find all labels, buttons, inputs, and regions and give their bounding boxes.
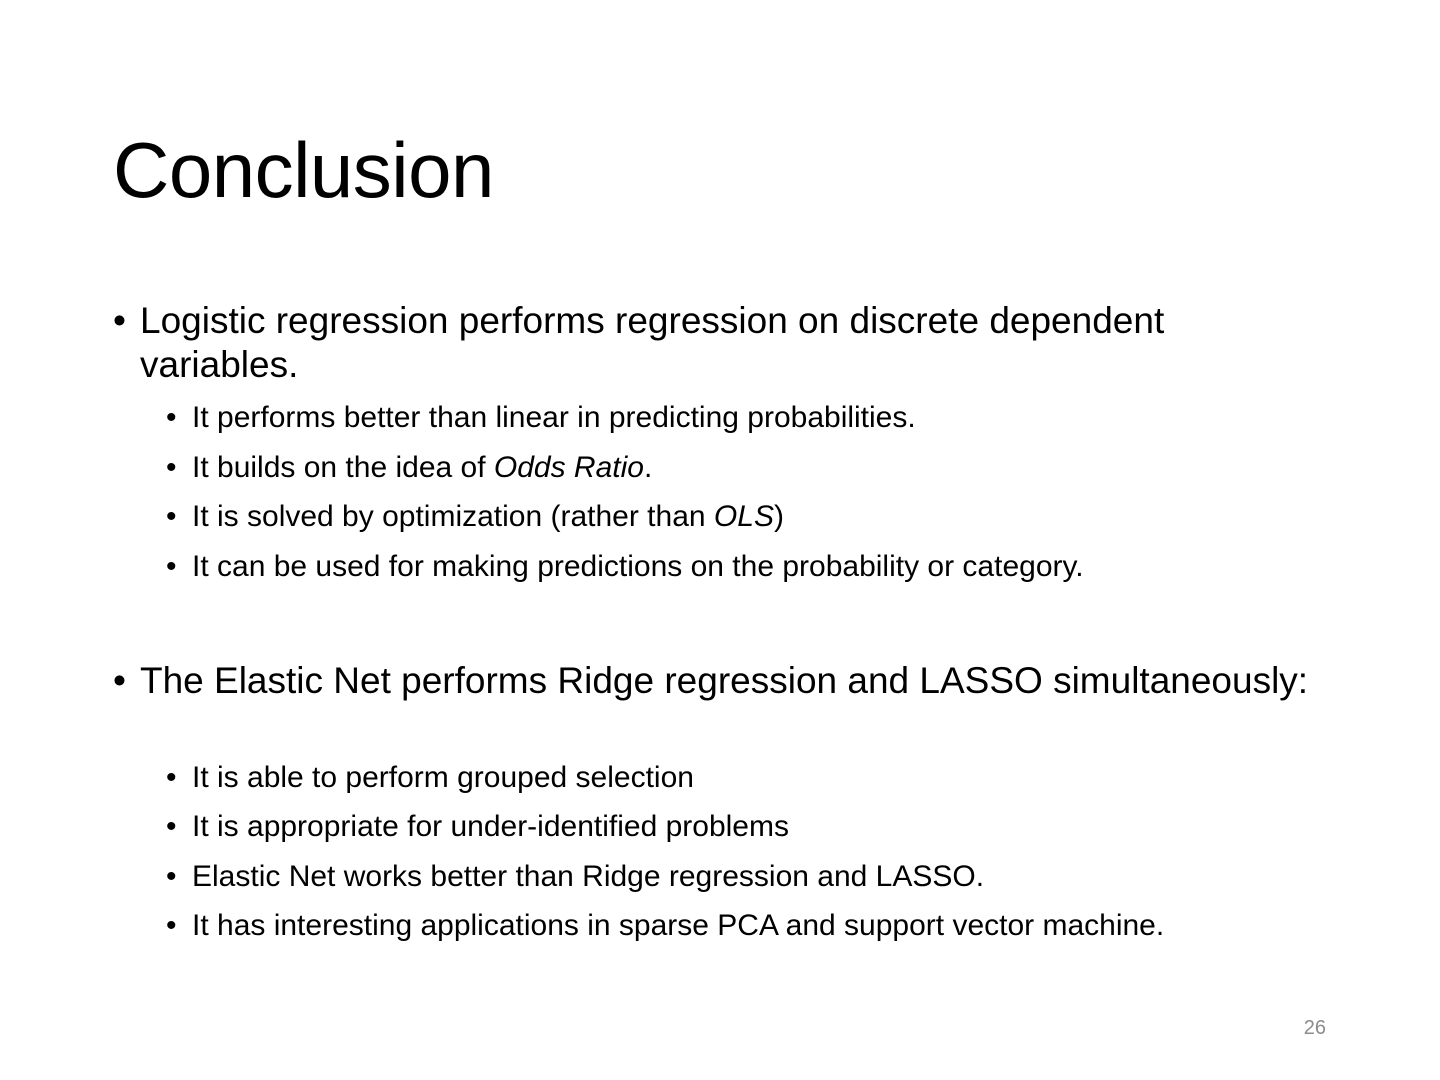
subbullet-odds-ratio [166, 450, 1366, 486]
subbullet-optimization [166, 499, 1366, 535]
bullet-marker: • [166, 860, 177, 893]
bullet-marker: • [166, 761, 177, 794]
bullet-marker: • [166, 810, 177, 843]
bullet-marker: • [113, 660, 126, 701]
subbullet-text: It is able to perform grouped selection [192, 761, 694, 794]
subbullet-applications [166, 908, 1366, 944]
subbullet-under-identified [166, 809, 1366, 845]
subbullet-text: It is solved by optimization (rather than OLS) [192, 500, 784, 533]
subbullet-works-better [166, 859, 1366, 895]
bullet-logistic-regression [113, 299, 1313, 387]
bullet-text: The Elastic Net performs Ridge regression and LASSO simultaneously: [140, 660, 1309, 701]
bullet-text: Logistic regression performs regression on discrete dependent variables. [140, 300, 1165, 385]
slide-title: Conclusion [113, 126, 494, 214]
bullet-marker: • [113, 300, 126, 341]
bullet-marker: • [166, 500, 177, 533]
subbullet-grouped-selection [166, 760, 1366, 796]
subbullet-text: It is appropriate for under-identified problems [192, 810, 789, 843]
bullet-marker: • [166, 401, 177, 434]
page-number: 26 [1303, 1017, 1326, 1039]
subbullet-text: It has interesting applications in sparse PCA and support vector machine. [192, 909, 1165, 942]
subbullet-text: It performs better than linear in predicting probabilities. [192, 401, 916, 434]
bullet-marker: • [166, 451, 177, 484]
subbullet-text: Elastic Net works better than Ridge regression and LASSO. [192, 860, 985, 893]
subbullet-predictions [166, 549, 1366, 585]
bullet-elastic-net [113, 659, 1313, 703]
subbullet-text: It builds on the idea of Odds Ratio. [192, 451, 653, 484]
subbullet-performs-better [166, 400, 1366, 436]
bullet-marker: • [166, 909, 177, 942]
subbullet-text: It can be used for making predictions on the probability or category. [192, 550, 1084, 583]
bullet-marker: • [166, 550, 177, 583]
